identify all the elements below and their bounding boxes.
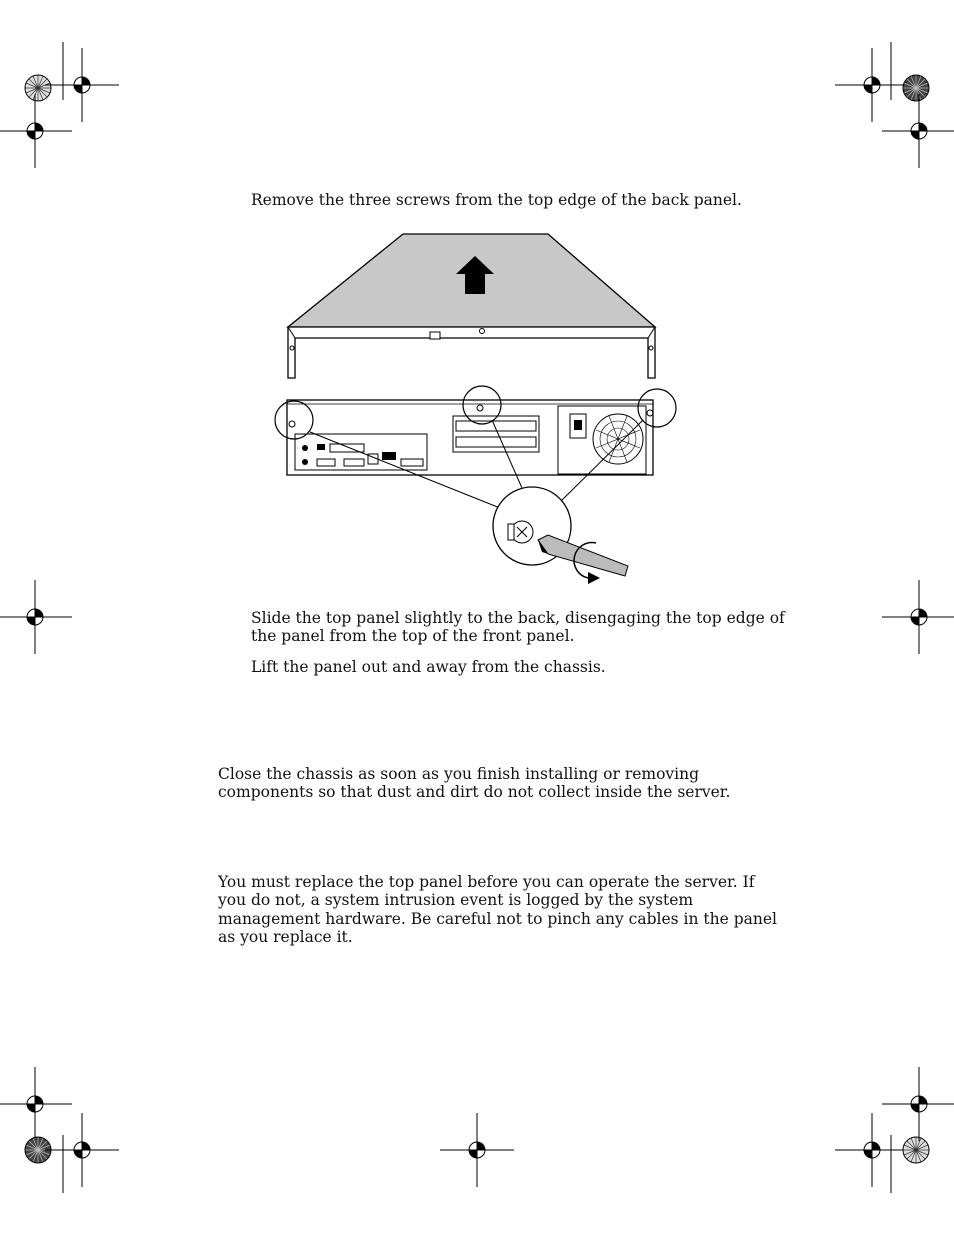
step-slide-panel: Slide the top panel slightly to the back, disengaging the top edge of the panel from the top of the front panel. xyxy=(251,609,785,646)
paragraph-replace-panel: You must replace the top panel before you can operate the server. If you do not, a system intrusion event is logged by the system management hardware. Be careful not to pinch any cables in the panel as you replace it. xyxy=(218,873,777,947)
top-panel-removal-illustration xyxy=(270,230,690,590)
paragraph-close-chassis: Close the chassis as soon as you finish installing or removing components so that dust and dirt do not collect inside the server. xyxy=(218,765,731,802)
step-lift-panel: Lift the panel out and away from the chassis. xyxy=(251,658,606,676)
step-remove-screws: Remove the three screws from the top edge of the back panel. xyxy=(251,191,742,209)
